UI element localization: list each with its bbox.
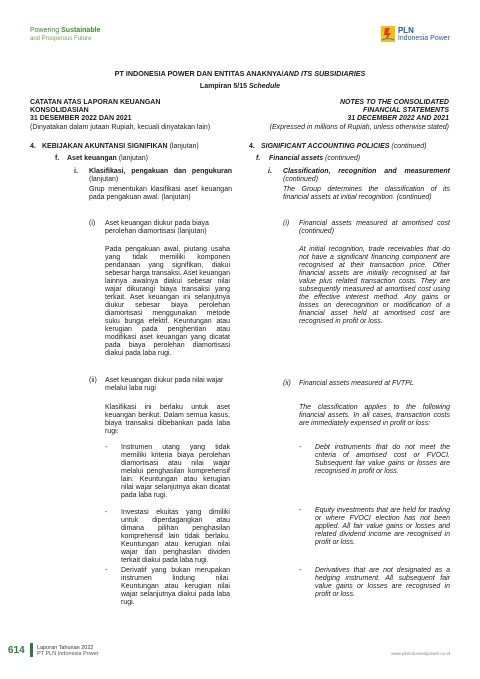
brand-powering: Powering xyxy=(30,27,60,34)
left-grup-paragraph: Grup menentukan klasifikasi aset keuangan pada pengakuan awal. (lanjutan) xyxy=(89,186,232,201)
left-p2-text: Klasifikasi ini berlaku untuk aset keuangan berikut. Dalam semua kasus, biaya transaksi dibebankan pada laba rugi: xyxy=(105,404,230,435)
right-bullet-dash: - xyxy=(299,567,302,574)
company-title: PT INDONESIA POWER DAN ENTITAS ANAKNYA/AND ITS SUBSIDIARIES xyxy=(114,69,366,78)
right-section-title: SIGNIFICANT ACCOUNTING POLICIES (continued) xyxy=(261,143,427,150)
footer-divider xyxy=(30,643,33,657)
right-heading: NOTES TO THE CONSOLIDATED FINANCIAL STATEMENTS 31 DECEMBER 2022 AND 2021 xyxy=(339,99,449,122)
right-p2-number: (ii) xyxy=(283,380,291,387)
right-bullet-item: Derivatives that are not designated as a hedging instrument. All subsequent fair value gains or losses are recognised in profit or loss. xyxy=(315,567,450,598)
page-number: 614 xyxy=(8,645,25,656)
logo-name: PLN xyxy=(397,25,414,35)
left-p1-text: Pada pengakuan awal, piutang usaha yang tidak memiliki komponen pendanaan yang signifikan, diakui sebesar harga transaksi. Aset keuangan lainnya awalnya diakui sebesar nilai wajar dikurangi biaya transaksi yang terkait. Aset keuangan ini selanjutnya diukur sebesar biaya perolehan diamortisasi menggunakan metode suku bunga efektif. Keuntungan atau kerugian pada penghentian atau modifikasi aset keuangan yang dicatat pada biaya perolehan diamortisasi diakui pada laba rugi. xyxy=(105,246,230,357)
right-bullet-dash: - xyxy=(299,507,302,514)
right-p2-text: The classification applies to the following financial assets. In all cases, transaction costs are immediately expensed in profit or loss: xyxy=(299,404,450,427)
brand-tagline xyxy=(30,27,100,43)
footer-report: Laporan Tahunan 2022 PT PLN Indonesia Power xyxy=(37,645,99,657)
left-section-number: 4. xyxy=(30,143,36,150)
left-bullet-dash: - xyxy=(105,567,108,574)
left-f-title: Aset keuangan (lanjutan) xyxy=(67,155,148,162)
schedule-title: Lampiran 5/15 Schedule xyxy=(199,83,281,90)
left-unit-note: (Dinyatakan dalam jutaan Rupiah, kecuali dinyatakan lain) xyxy=(30,124,211,131)
right-p1-number: (i) xyxy=(283,220,290,227)
right-bullet-dash: - xyxy=(299,444,302,451)
left-p2-number: (ii) xyxy=(89,377,97,384)
left-p1-title: Aset keuangan diukur pada biaya perolehan diamortisasi (lanjutan) xyxy=(105,220,209,235)
left-f-number: f. xyxy=(55,155,60,162)
left-i-title: Klasifikasi, pengakuan dan pengukuran (lanjutan) xyxy=(89,168,232,183)
left-bullet-item: Instrumen utang yang tidak memiliki kriteria biaya perolehan diamortisasi atau nilai wajar melalui penghasilan komprehensif lain. Keuntungan atau kerugian nilai wajar selanjutnya akan dicatat pada laba rugi. xyxy=(121,444,230,499)
right-i-number: i. xyxy=(268,168,272,175)
right-p1-text: At initial recognition, trade receivables that do not have a significant financing component are recognised at their transaction price. Other financial assets are initially recognised at fair value plus related transaction costs. They are subsequently measured at amortised cost using the effective interest method. Any gains or losses on derecognition or modification of a financial asset held at amortised cost are recognised in profit or loss. xyxy=(299,246,450,325)
right-section-number: 4. xyxy=(249,143,255,150)
left-p2-title: Aset keuangan diukur pada nilai wajar melalui laba rugi xyxy=(105,377,224,392)
right-p1-title: Financial assets measured at amortised cost (continued) xyxy=(299,220,450,235)
left-i-number: i. xyxy=(74,168,78,175)
left-bullet-dash: - xyxy=(105,509,108,516)
right-bullet-item: Debt instruments that do not meet the criteria of amortised cost or FVOCI. Subsequent fair value gains or losses are recognised in profit or loss. xyxy=(315,444,450,475)
pln-logo xyxy=(381,26,450,42)
right-p2-title: Financial assets measured at FVTPL xyxy=(299,380,414,387)
right-unit-note: (Expressed in millions of Rupiah, unless otherwise stated) xyxy=(269,124,449,131)
right-f-title: Financial assets (continued) xyxy=(269,155,361,162)
left-bullet-dash: - xyxy=(105,444,108,451)
brand-sustainable: Sustainable xyxy=(61,27,101,34)
footer-url[interactable]: www.plnindonesiapower.co.id xyxy=(391,651,450,656)
right-grup-paragraph: The Group determines the classification of its financial assets at initial recognition. (continued) xyxy=(283,186,450,201)
right-bullet-item: Equity investments that are held for trading or where FVOCI election has not been applied. All fair value gains or losses and related dividend income are recognised in profit or loss. xyxy=(315,507,450,546)
left-heading: CATATAN ATAS LAPORAN KEUANGAN KONSOLIDASIAN 31 DESEMBER 2022 DAN 2021 xyxy=(30,99,161,122)
lightning-icon xyxy=(381,26,395,42)
left-bullet-item: Investasi ekuitas yang dimiliki untuk diperdagangkan atau dimana pilihan penghasilan komprehensif lain tidak berlaku. Keuntungan atau kerugian nilai wajar dan penghasilan dividen terkait diakui pada laba rugi. xyxy=(121,509,230,564)
left-bullet-item: Derivatif yang bukan merupakan instrumen lindung nilai. Keuntungan atau kerugian nilai wajar selanjutnya diakui pada laba rugi. xyxy=(121,567,230,606)
right-i-title: Classification, recognition and measurement (continued) xyxy=(283,168,450,183)
brand-subline: and Prosperous Future xyxy=(30,36,92,42)
logo-sub: Indonesia Power xyxy=(397,34,450,42)
right-f-number: f. xyxy=(256,155,261,162)
left-section-title: KEBIJAKAN AKUNTANSI SIGNIFIKAN (lanjutan) xyxy=(42,143,199,150)
left-p1-number: (i) xyxy=(89,220,96,227)
